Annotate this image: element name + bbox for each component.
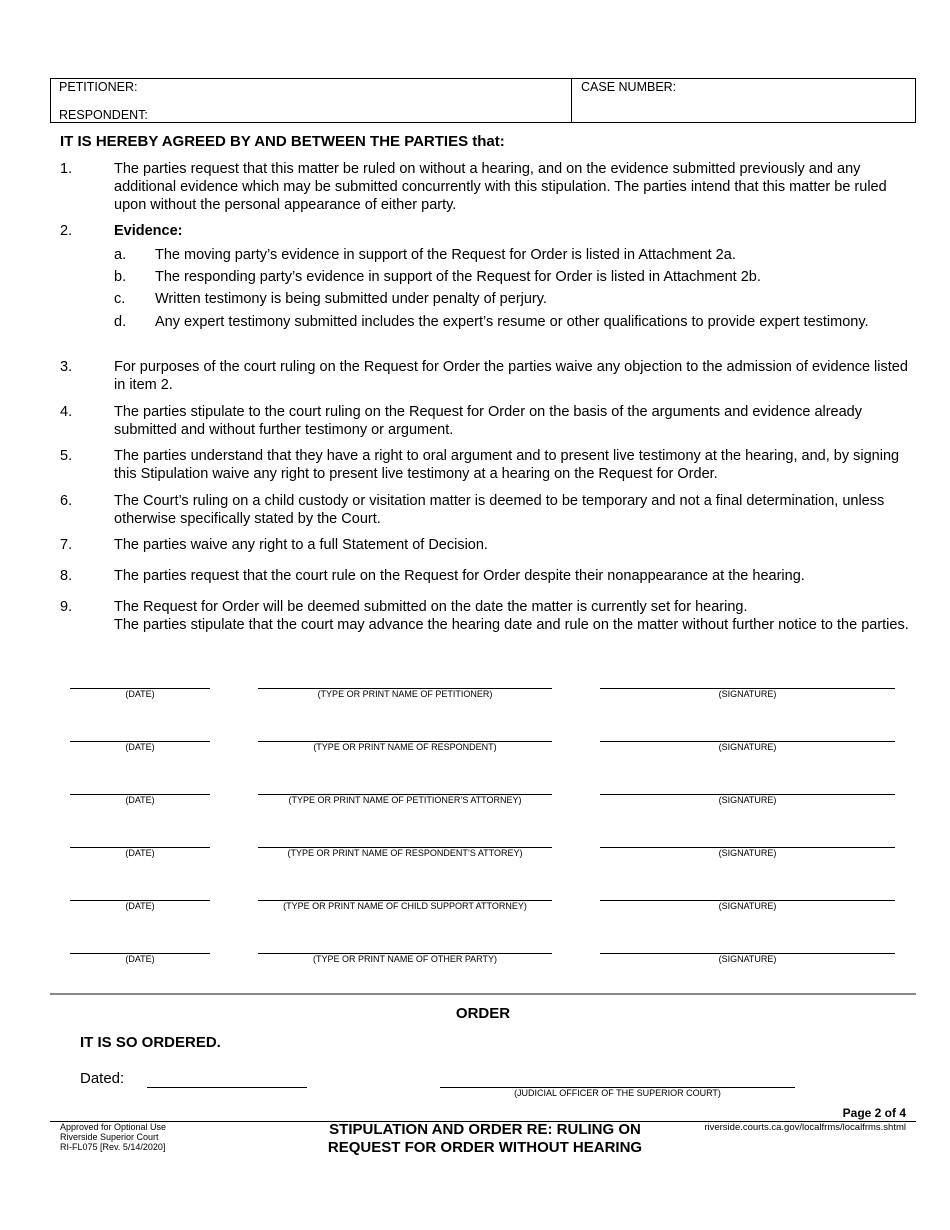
dated-line[interactable] bbox=[147, 1087, 307, 1088]
page-number: Page 2 of 4 bbox=[842, 1106, 906, 1120]
date-caption: (DATE) bbox=[125, 742, 155, 752]
form-court: Riverside Superior Court bbox=[60, 1132, 159, 1142]
dated-label: Dated: bbox=[80, 1070, 125, 1087]
signature-caption: (SIGNATURE) bbox=[718, 742, 777, 752]
caption-divider bbox=[571, 79, 572, 122]
caption-box bbox=[50, 78, 916, 123]
signature-caption: (SIGNATURE) bbox=[718, 848, 777, 858]
form-title: STIPULATION AND ORDER RE: RULING ON REQUEST FOR ORDER WITHOUT HEARING bbox=[327, 1121, 643, 1156]
name-caption: (TYPE OR PRINT NAME OF OTHER PARTY) bbox=[312, 954, 498, 964]
petitioner-label: PETITIONER: bbox=[59, 80, 138, 94]
name-caption: (TYPE OR PRINT NAME OF RESPONDENT) bbox=[313, 742, 497, 752]
date-caption: (DATE) bbox=[125, 901, 155, 911]
signature-caption: (SIGNATURE) bbox=[718, 689, 777, 699]
name-caption: (TYPE OR PRINT NAME OF PETITIONER) bbox=[317, 689, 493, 699]
name-caption: (TYPE OR PRINT NAME OF RESPONDENT’S ATTOREY) bbox=[287, 848, 523, 858]
date-caption: (DATE) bbox=[125, 689, 155, 699]
form-id: RI-FL075 [Rev. 5/14/2020] bbox=[60, 1142, 166, 1152]
form-approval: Approved for Optional Use bbox=[60, 1122, 167, 1132]
name-caption: (TYPE OR PRINT NAME OF PETITIONER’S ATTORNEY) bbox=[288, 795, 522, 805]
form-info bbox=[60, 1122, 166, 1152]
order-title: ORDER bbox=[455, 1005, 511, 1022]
date-caption: (DATE) bbox=[125, 795, 155, 805]
agreement-intro: IT IS HEREBY AGREED BY AND BETWEEN THE PARTIES that: bbox=[60, 133, 505, 150]
evidence-heading: Evidence: bbox=[114, 223, 183, 239]
so-ordered-text: IT IS SO ORDERED. bbox=[80, 1034, 221, 1051]
judicial-caption: (JUDICIAL OFFICER OF THE SUPERIOR COURT) bbox=[514, 1088, 721, 1098]
signature-caption: (SIGNATURE) bbox=[718, 954, 777, 964]
date-caption: (DATE) bbox=[125, 954, 155, 964]
date-caption: (DATE) bbox=[125, 848, 155, 858]
signature-caption: (SIGNATURE) bbox=[718, 795, 777, 805]
name-caption: (TYPE OR PRINT NAME OF CHILD SUPPORT ATTORNEY) bbox=[283, 901, 527, 911]
order-divider bbox=[50, 993, 916, 995]
court-url: riverside.courts.ca.gov/localfrms/localfrms.shtml bbox=[704, 1122, 906, 1133]
signature-caption: (SIGNATURE) bbox=[718, 901, 777, 911]
respondent-label: RESPONDENT: bbox=[59, 108, 148, 122]
case-number-label: CASE NUMBER: bbox=[581, 80, 677, 94]
